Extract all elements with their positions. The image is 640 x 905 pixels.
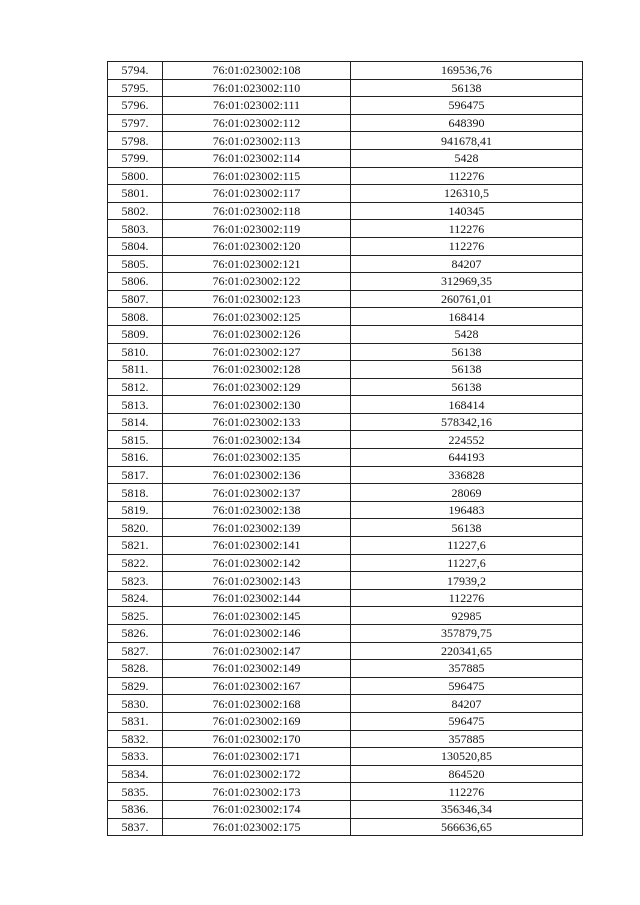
cadastral-value-cell: 140345 (351, 202, 583, 220)
row-number-cell: 5806. (108, 273, 163, 291)
cadastral-number-cell: 76:01:023002:173 (163, 783, 351, 801)
cadastral-value-cell: 84207 (351, 255, 583, 273)
row-number-cell: 5837. (108, 818, 163, 836)
cadastral-value-cell: 260761,01 (351, 290, 583, 308)
table-row (108, 572, 583, 590)
cadastral-number-cell: 76:01:023002:135 (163, 449, 351, 467)
cadastral-number-cell: 76:01:023002:118 (163, 202, 351, 220)
table-row (108, 537, 583, 555)
row-number-cell: 5816. (108, 449, 163, 467)
table-row (108, 185, 583, 203)
table-row (108, 818, 583, 836)
row-number-cell: 5797. (108, 114, 163, 132)
table-row (108, 695, 583, 713)
row-number-cell: 5818. (108, 484, 163, 502)
cadastral-number-cell: 76:01:023002:119 (163, 220, 351, 238)
cadastral-value-cell: 112276 (351, 237, 583, 255)
cadastral-number-cell: 76:01:023002:168 (163, 695, 351, 713)
row-number-cell: 5823. (108, 572, 163, 590)
row-number-cell: 5827. (108, 642, 163, 660)
cadastral-value-cell: 644193 (351, 449, 583, 467)
row-number-cell: 5808. (108, 308, 163, 326)
row-number-cell: 5819. (108, 501, 163, 519)
table-row (108, 466, 583, 484)
cadastral-number-cell: 76:01:023002:130 (163, 396, 351, 414)
row-number-cell: 5802. (108, 202, 163, 220)
row-number-cell: 5825. (108, 607, 163, 625)
cadastral-value-cell: 92985 (351, 607, 583, 625)
row-number-cell: 5829. (108, 677, 163, 695)
row-number-cell: 5830. (108, 695, 163, 713)
cadastral-number-cell: 76:01:023002:120 (163, 237, 351, 255)
cadastral-number-cell: 76:01:023002:170 (163, 730, 351, 748)
table-row (108, 748, 583, 766)
table-row (108, 79, 583, 97)
table-row (108, 783, 583, 801)
table-row (108, 220, 583, 238)
row-number-cell: 5835. (108, 783, 163, 801)
table-row (108, 660, 583, 678)
cadastral-value-cell: 5428 (351, 149, 583, 167)
table-row (108, 484, 583, 502)
cadastral-number-cell: 76:01:023002:123 (163, 290, 351, 308)
table-row (108, 396, 583, 414)
table-row (108, 519, 583, 537)
cadastral-value-cell: 357885 (351, 730, 583, 748)
cadastral-value-cell: 126310,5 (351, 185, 583, 203)
row-number-cell: 5831. (108, 712, 163, 730)
cadastral-value-cell: 596475 (351, 712, 583, 730)
row-number-cell: 5807. (108, 290, 163, 308)
row-number-cell: 5832. (108, 730, 163, 748)
table-row (108, 501, 583, 519)
row-number-cell: 5795. (108, 79, 163, 97)
cadastral-number-cell: 76:01:023002:136 (163, 466, 351, 484)
row-number-cell: 5833. (108, 748, 163, 766)
cadastral-value-cell: 169536,76 (351, 62, 583, 80)
table-row (108, 800, 583, 818)
cadastral-number-cell: 76:01:023002:175 (163, 818, 351, 836)
cadastral-value-cell: 356346,34 (351, 800, 583, 818)
cadastral-number-cell: 76:01:023002:113 (163, 132, 351, 150)
cadastral-number-cell: 76:01:023002:117 (163, 185, 351, 203)
cadastral-value-cell: 357885 (351, 660, 583, 678)
table-row (108, 449, 583, 467)
cadastral-number-cell: 76:01:023002:110 (163, 79, 351, 97)
cadastral-value-cell: 17939,2 (351, 572, 583, 590)
cadastral-value-cell: 312969,35 (351, 273, 583, 291)
cadastral-value-cell: 112276 (351, 783, 583, 801)
cadastral-number-cell: 76:01:023002:137 (163, 484, 351, 502)
cadastral-value-cell: 196483 (351, 501, 583, 519)
table-row (108, 343, 583, 361)
table-row (108, 62, 583, 80)
cadastral-number-cell: 76:01:023002:112 (163, 114, 351, 132)
cadastral-value-cell: 5428 (351, 325, 583, 343)
cadastral-number-cell: 76:01:023002:139 (163, 519, 351, 537)
row-number-cell: 5800. (108, 167, 163, 185)
cadastral-value-cell: 56138 (351, 79, 583, 97)
cadastral-number-cell: 76:01:023002:108 (163, 62, 351, 80)
row-number-cell: 5798. (108, 132, 163, 150)
cadastral-number-cell: 76:01:023002:115 (163, 167, 351, 185)
cadastral-number-cell: 76:01:023002:134 (163, 431, 351, 449)
cadastral-value-cell: 28069 (351, 484, 583, 502)
cadastral-value-cell: 56138 (351, 519, 583, 537)
cadastral-number-cell: 76:01:023002:133 (163, 413, 351, 431)
table-row (108, 308, 583, 326)
row-number-cell: 5817. (108, 466, 163, 484)
cadastral-value-cell: 566636,65 (351, 818, 583, 836)
cadastral-value-cell: 56138 (351, 343, 583, 361)
table-row (108, 325, 583, 343)
cadastral-number-cell: 76:01:023002:127 (163, 343, 351, 361)
row-number-cell: 5812. (108, 378, 163, 396)
cadastral-value-cell: 864520 (351, 765, 583, 783)
cadastral-value-cell: 56138 (351, 361, 583, 379)
cadastral-number-cell: 76:01:023002:114 (163, 149, 351, 167)
cadastral-value-cell: 130520,85 (351, 748, 583, 766)
cadastral-number-cell: 76:01:023002:143 (163, 572, 351, 590)
row-number-cell: 5810. (108, 343, 163, 361)
table-row (108, 361, 583, 379)
row-number-cell: 5822. (108, 554, 163, 572)
cadastral-value-cell: 168414 (351, 308, 583, 326)
table-row (108, 677, 583, 695)
row-number-cell: 5821. (108, 537, 163, 555)
cadastral-value-cell: 578342,16 (351, 413, 583, 431)
cadastral-value-cell: 112276 (351, 220, 583, 238)
row-number-cell: 5813. (108, 396, 163, 414)
cadastral-value-cell: 168414 (351, 396, 583, 414)
cadastral-number-cell: 76:01:023002:147 (163, 642, 351, 660)
table-row (108, 237, 583, 255)
table-row (108, 255, 583, 273)
table-row (108, 149, 583, 167)
row-number-cell: 5814. (108, 413, 163, 431)
row-number-cell: 5836. (108, 800, 163, 818)
cadastral-number-cell: 76:01:023002:128 (163, 361, 351, 379)
cadastral-number-cell: 76:01:023002:171 (163, 748, 351, 766)
row-number-cell: 5811. (108, 361, 163, 379)
cadastral-number-cell: 76:01:023002:141 (163, 537, 351, 555)
table-row (108, 413, 583, 431)
table-row (108, 290, 583, 308)
cadastral-number-cell: 76:01:023002:174 (163, 800, 351, 818)
row-number-cell: 5826. (108, 625, 163, 643)
cadastral-number-cell: 76:01:023002:144 (163, 589, 351, 607)
table-row (108, 730, 583, 748)
cadastral-value-cell: 11227,6 (351, 554, 583, 572)
row-number-cell: 5834. (108, 765, 163, 783)
table-row (108, 378, 583, 396)
cadastral-number-cell: 76:01:023002:149 (163, 660, 351, 678)
cadastral-number-cell: 76:01:023002:129 (163, 378, 351, 396)
cadastral-value-cell: 336828 (351, 466, 583, 484)
cadastral-number-cell: 76:01:023002:138 (163, 501, 351, 519)
table-row (108, 625, 583, 643)
cadastral-value-cell: 84207 (351, 695, 583, 713)
row-number-cell: 5794. (108, 62, 163, 80)
cadastral-value-cell: 648390 (351, 114, 583, 132)
cadastral-value-cell: 596475 (351, 677, 583, 695)
cadastral-value-cell: 11227,6 (351, 537, 583, 555)
cadastral-number-cell: 76:01:023002:167 (163, 677, 351, 695)
table-row (108, 712, 583, 730)
table-row (108, 97, 583, 115)
table-row (108, 607, 583, 625)
cadastral-number-cell: 76:01:023002:146 (163, 625, 351, 643)
cadastral-number-cell: 76:01:023002:142 (163, 554, 351, 572)
row-number-cell: 5809. (108, 325, 163, 343)
table-row (108, 554, 583, 572)
cadastral-number-cell: 76:01:023002:169 (163, 712, 351, 730)
table-row (108, 167, 583, 185)
cadastral-value-cell: 112276 (351, 589, 583, 607)
table-row (108, 132, 583, 150)
cadastral-number-cell: 76:01:023002:126 (163, 325, 351, 343)
cadastral-value-cell: 220341,65 (351, 642, 583, 660)
row-number-cell: 5820. (108, 519, 163, 537)
cadastral-number-cell: 76:01:023002:121 (163, 255, 351, 273)
cadastral-value-cell: 596475 (351, 97, 583, 115)
cadastral-value-cell: 357879,75 (351, 625, 583, 643)
table-row (108, 765, 583, 783)
row-number-cell: 5815. (108, 431, 163, 449)
table-body (108, 62, 583, 836)
row-number-cell: 5805. (108, 255, 163, 273)
table-row (108, 273, 583, 291)
row-number-cell: 5828. (108, 660, 163, 678)
cadastral-number-cell: 76:01:023002:122 (163, 273, 351, 291)
cadastral-value-cell: 941678,41 (351, 132, 583, 150)
row-number-cell: 5803. (108, 220, 163, 238)
row-number-cell: 5801. (108, 185, 163, 203)
row-number-cell: 5824. (108, 589, 163, 607)
cadastral-value-table (107, 61, 583, 836)
cadastral-number-cell: 76:01:023002:111 (163, 97, 351, 115)
cadastral-number-cell: 76:01:023002:125 (163, 308, 351, 326)
row-number-cell: 5799. (108, 149, 163, 167)
cadastral-value-cell: 224552 (351, 431, 583, 449)
cadastral-value-cell: 112276 (351, 167, 583, 185)
cadastral-value-cell: 56138 (351, 378, 583, 396)
row-number-cell: 5796. (108, 97, 163, 115)
table-row (108, 431, 583, 449)
table-row (108, 589, 583, 607)
table-row (108, 642, 583, 660)
cadastral-number-cell: 76:01:023002:172 (163, 765, 351, 783)
cadastral-number-cell: 76:01:023002:145 (163, 607, 351, 625)
table-row (108, 202, 583, 220)
table-row (108, 114, 583, 132)
row-number-cell: 5804. (108, 237, 163, 255)
